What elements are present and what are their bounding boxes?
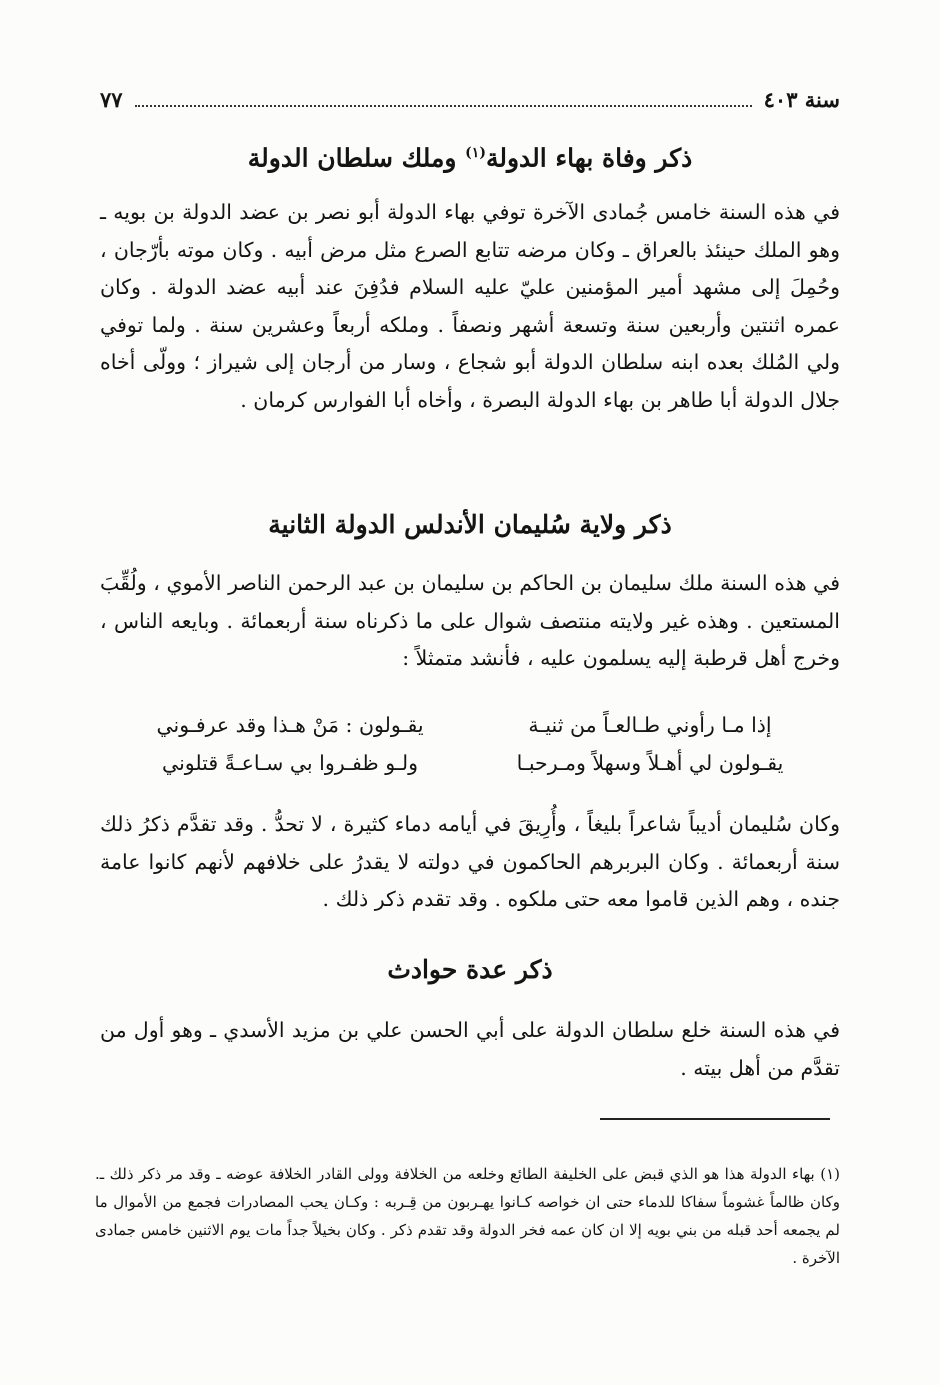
verse-first-hemistich: يقـولون لي أهـلاً وسهلاً ومـرحبـا	[516, 751, 784, 775]
section-heading-1	[100, 136, 840, 175]
verse-line	[140, 706, 800, 744]
section-1-body: في هذه السنة خامس جُمادى الآخرة توفي بهاء الدولة أبو نصر بن عضد الدولة بن بويه ـ وهو الملك حينئذ بالعراق ـ وكان مرضه تتابع الصرع مثل مرض أبيه . وكان موته بأرّجان ، وحُمِلَ إلى مشهد أمير المؤمنين عليّ عليه السلام فدُفِنَ عند أبيه عضد الدولة . وكان عمره اثنتين وأربعين سنة وتسعة أشهر ونصفاً . وملكه أربعاً وعشرين سنة . ولما توفي ولي المُلك بعده ابنه سلطان الدولة أبو شجاع ، وسار من أرجان إلى شيراز ؛ وولّى أخاه جلال الدولة أبا طاهر بن بهاء الدولة البصرة ، وأخاه أبا الفوارس كرمان .	[100, 200, 840, 412]
section-heading-2: ذكر ولاية سُليمان الأندلس الدولة الثانية	[268, 510, 672, 539]
section-2-paragraph	[100, 565, 840, 678]
verse-second-hemistich: يقـولون : مَنْ هـذا وقد عرفـوني	[156, 713, 424, 737]
verse-first-hemistich: إذا مـا رأوني طـالعـاً من ثنيـة	[528, 713, 772, 737]
section-2-body-2: وكان سُليمان أديباً شاعراً بليغاً ، وأُرِيقَ في أيامه دماء كثيرة ، لا تحدُّ . وقد تقدَّم ذكرُ ذلك سنة أربعمائة . وكان البربرهم الحاكمون في دولته لا يقدرُ على خلافهم لأنهم كانوا عامة جنده ، وهم الذين قاموا معه حتى ملكوه . وقد تقدم ذكر ذلك .	[100, 812, 840, 911]
footnote-marker: (١)	[465, 145, 486, 161]
running-title: سنة ٤٠٣	[763, 86, 840, 112]
section-1-paragraph	[100, 194, 840, 419]
section-2-paragraph-2	[100, 806, 840, 919]
section-heading-3: ذكر عدة حوادث	[387, 955, 553, 984]
section-2-body: في هذه السنة ملك سليمان بن الحاكم بن سليمان بن عبد الرحمن الناصر الأموي ، ولُقِّبَ المستعين . وهذه غير ولايته منتصف شوال على ما ذكرناه سنة أربعمائة . وبايعه الناس ، وخرج أهل قرطبة إليه يسلمون عليه ، فأنشد متمثلاً :	[100, 571, 840, 670]
section-3-body: في هذه السنة خلع سلطان الدولة على أبي الحسن علي بن مزيد الأسدي ـ وهو أول من تقدَّم من أهل بيته .	[100, 1018, 840, 1080]
section-heading-1-text: ذكر وفاة بهاء الدولة	[485, 143, 693, 173]
poem-verses	[140, 706, 800, 782]
running-header	[100, 82, 840, 116]
section-3-paragraph	[100, 1012, 840, 1087]
header-dot-leader	[135, 91, 752, 107]
section-heading-1-tail: وملك سلطان الدولة	[247, 143, 466, 173]
footnote	[95, 1160, 840, 1272]
footnote-text: (١) بهاء الدولة هذا هو الذي قبض على الخليفة الطائع وخلعه من الخلافة وولى القادر الخلافة عوضه ـ وقد مر ذكر ذلك ـ. وكان ظالماً غشوماً سفاكا للدماء حتى ان خواصه كـانوا يهـربون من قِـربه : وكـان يحب المصادرات فجمع من الأموال ما لم يجمعه أحد قبله من بني بويه إلا ان كان عمه فخر الدولة وقد تقدم ذكر . وكان بخيلاً جداً مات يوم الاثنين خامس جمادى الآخرة .	[95, 1165, 841, 1267]
verse-line	[140, 744, 800, 782]
footnote-separator	[600, 1118, 830, 1120]
page-number: ٧٧	[100, 86, 123, 112]
verse-second-hemistich: ولـو ظفـروا بي سـاعـةً قتلوني	[161, 751, 418, 775]
